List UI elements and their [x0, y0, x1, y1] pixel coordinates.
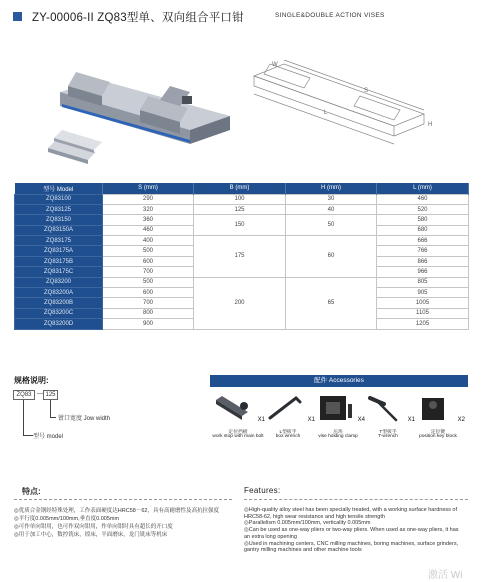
spec-table-body — [15, 194, 469, 329]
cell-l: 460 — [377, 194, 469, 204]
features-title-cn: 特点: — [22, 487, 41, 496]
drawing-label-l: L — [324, 110, 328, 116]
cell-model: ZQ83125 — [15, 204, 103, 214]
cell-l: 805 — [377, 277, 469, 287]
cell-h: 40 — [286, 204, 377, 214]
cell-s: 700 — [103, 298, 194, 308]
cell-s: 700 — [103, 267, 194, 277]
accessory-clamp — [312, 390, 364, 445]
feature-item: ◎优质合金钢经特殊处理，工作表面硬度达HRC58－62，具有高耐磨性及高抗拉强度 — [14, 508, 219, 514]
naming-separator: — — [37, 391, 43, 397]
cell-s: 400 — [103, 236, 194, 246]
naming-model-label: 型号 model — [33, 434, 64, 440]
naming-jaw-label: 钳口宽度 Jow width — [58, 416, 111, 422]
table-row — [15, 236, 469, 246]
cell-s: 460 — [103, 225, 194, 235]
cell-h: 30 — [286, 194, 377, 204]
feature-item: ◎High-quality alloy steel has been specially treated, with a working surface hardness of HRC58-62, high wear resistance and high tensile strength — [244, 507, 457, 520]
cell-model: ZQ83200D — [15, 319, 103, 329]
feature-item: ◎Can be used as one-way pliers or two-way pliers. When used as one-way pliers, it has an extra long opening — [244, 527, 459, 540]
accessory-qty: X1 — [407, 417, 415, 423]
feature-item: ◎平行度0.005mm/100mm,垂直度0.005mm — [14, 516, 120, 522]
features-list-en — [244, 507, 462, 554]
cell-l: 1205 — [377, 319, 469, 329]
cell-l: 866 — [377, 256, 469, 266]
accessory-name-en: work stop with main bolt — [212, 434, 264, 439]
accessory-name-cn: 定位键 — [430, 430, 446, 435]
cell-l: 580 — [377, 215, 469, 225]
accessory-name-en: vise holding clamp — [318, 434, 358, 439]
cell-s: 500 — [103, 277, 194, 287]
feature-item: ◎可作单向钳用，也可作双向钳用，作单向钳时具有超长的开口度 — [14, 524, 173, 530]
cell-model: ZQ83150 — [15, 215, 103, 225]
accessory-qty: X1 — [257, 417, 265, 423]
accessories-title: 配件 Accessories — [210, 375, 468, 387]
drawing-label-h: H — [428, 122, 433, 128]
naming-line — [23, 400, 24, 435]
naming-line — [23, 435, 33, 436]
col-header-s: S (mm) — [103, 183, 194, 194]
cell-model: ZQ83200B — [15, 298, 103, 308]
cell-h: 60 — [286, 236, 377, 278]
accessory-name-en: position key block — [419, 434, 457, 439]
naming-line — [50, 400, 51, 418]
col-header-model: 型号 Model — [15, 183, 103, 194]
accessory-name-en: T-wrench — [378, 434, 398, 439]
col-header-h: H (mm) — [286, 183, 377, 194]
accessory-name-cn: 定位挡板 — [228, 430, 248, 435]
l-wrench-icon — [262, 390, 308, 426]
cell-l: 680 — [377, 225, 469, 235]
accessory-name-cn: T型扳手 — [379, 430, 397, 435]
cell-s: 360 — [103, 215, 194, 225]
cell-model: ZQ83200C — [15, 308, 103, 318]
table-row — [15, 204, 469, 214]
col-header-b: B (mm) — [194, 183, 286, 194]
cell-l: 1105 — [377, 308, 469, 318]
cell-s: 290 — [103, 194, 194, 204]
naming-title: 规格说明: — [14, 376, 49, 385]
t-wrench-icon — [362, 390, 408, 426]
accessory-name-en: box wrench — [275, 434, 301, 439]
col-header-l: L (mm) — [377, 183, 469, 194]
spec-table — [14, 183, 469, 330]
cell-model: ZQ83200 — [15, 277, 103, 287]
feature-item: ◎用于加工中心，数控铣床，镗床，平面磨床，龙门铣床等机床 — [14, 532, 168, 538]
cell-h: 50 — [286, 215, 377, 236]
cell-model: ZQ83150A — [15, 225, 103, 235]
page-subtitle: SINGLE&DOUBLE ACTION VISES — [275, 12, 385, 19]
accessory-name-cn: 压块 — [333, 430, 343, 435]
page-title: ZY-00006-II ZQ83型单、双向组合平口钳 — [32, 12, 244, 24]
naming-size: 125 — [43, 390, 58, 400]
features-title-en: Features: — [244, 486, 281, 495]
key-block-icon — [412, 390, 458, 426]
cell-b: 100 — [194, 194, 286, 204]
cell-l: 966 — [377, 267, 469, 277]
accessory-t-wrench — [362, 390, 414, 445]
divider — [244, 499, 468, 500]
activation-watermark: 激活 Wi — [428, 570, 463, 581]
features-list-cn — [14, 507, 236, 539]
accessory-box-wrench — [262, 390, 314, 445]
work-stop-icon — [212, 390, 258, 426]
header-square-icon — [13, 12, 22, 21]
cell-s: 320 — [103, 204, 194, 214]
divider — [14, 499, 232, 500]
table-row — [15, 194, 469, 204]
clamp-icon — [312, 390, 358, 426]
cell-b: 125 — [194, 204, 286, 214]
naming-code: ZQ83 — [13, 390, 35, 400]
cell-model: ZQ83175C — [15, 267, 103, 277]
cell-model: ZQ83175 — [15, 236, 103, 246]
cell-l: 766 — [377, 246, 469, 256]
accessory-qty: X2 — [457, 417, 465, 423]
naming-diagram — [10, 388, 130, 448]
drawing-label-w: W — [272, 62, 278, 68]
cell-model: ZQ83175B — [15, 256, 103, 266]
cell-h: 65 — [286, 277, 377, 329]
cell-l: 1005 — [377, 298, 469, 308]
accessory-qty: X1 — [307, 417, 315, 423]
spec-table-header — [15, 183, 469, 194]
cell-b: 175 — [194, 236, 286, 278]
cell-l: 905 — [377, 288, 469, 298]
cell-b: 200 — [194, 277, 286, 329]
cell-model: ZQ83175A — [15, 246, 103, 256]
drawing-label-s: S — [364, 88, 369, 94]
table-row — [15, 277, 469, 287]
accessory-work-stop — [212, 390, 264, 445]
vise-drawing — [244, 56, 434, 146]
page-header — [0, 0, 482, 34]
vise-photo — [40, 52, 240, 172]
table-row — [15, 215, 469, 225]
feature-item: ◎Used in machining centers, CNC milling machines, boring machines, surface grinders, gantry milling machines and other machine tools — [244, 540, 459, 554]
cell-b: 150 — [194, 215, 286, 236]
cell-model: ZQ83100 — [15, 194, 103, 204]
accessory-key-block — [412, 390, 464, 445]
cell-s: 800 — [103, 308, 194, 318]
cell-l: 666 — [377, 236, 469, 246]
cell-s: 500 — [103, 246, 194, 256]
accessory-name-cn: L型扳手 — [279, 430, 297, 435]
cell-model: ZQ83200A — [15, 288, 103, 298]
accessory-qty: X4 — [357, 417, 365, 423]
cell-s: 600 — [103, 288, 194, 298]
feature-item: ◎Parallelism 0.005mm/100mm, verticality 0.005mm — [244, 520, 371, 527]
cell-l: 520 — [377, 204, 469, 214]
cell-s: 600 — [103, 256, 194, 266]
naming-line — [50, 417, 56, 418]
cell-s: 900 — [103, 319, 194, 329]
